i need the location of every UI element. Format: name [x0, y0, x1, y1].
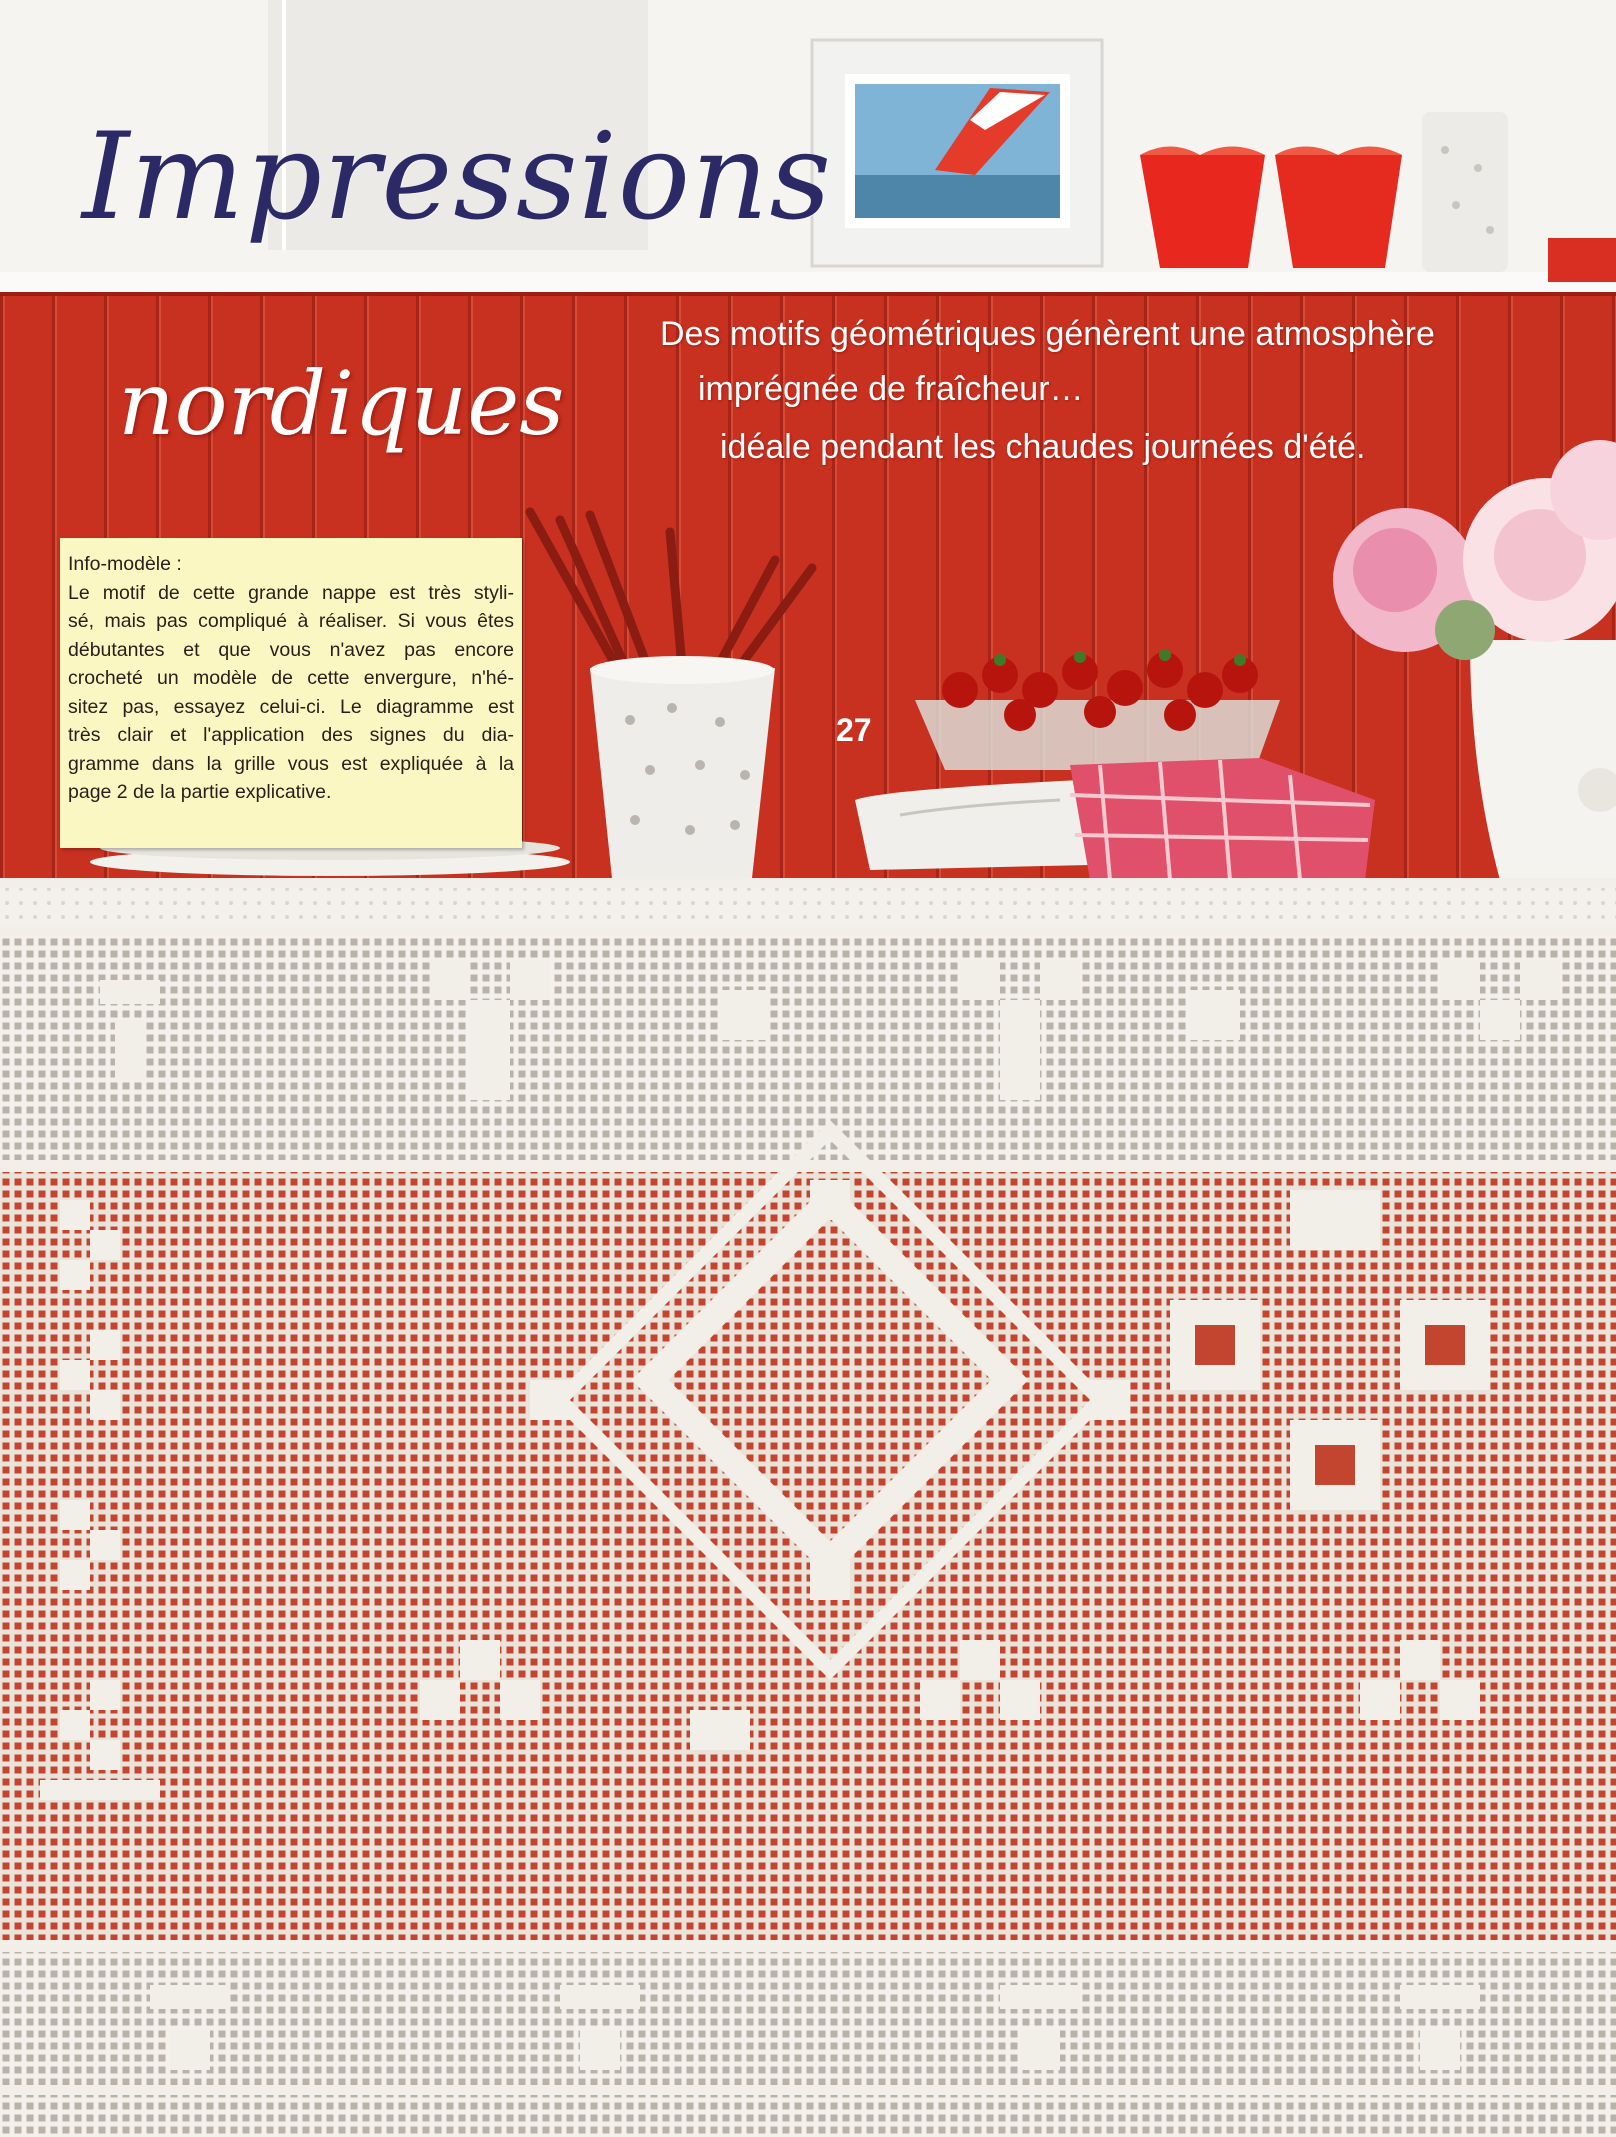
red-books	[1548, 238, 1616, 282]
info-box-line: sitez pas, essayez celui-ci. Le diagramme est	[68, 695, 514, 718]
tagline-line-1: Des motifs géométriques génèrent une atmosphère	[660, 315, 1435, 353]
info-box-line: débutantes et que vous n'avez pas encore	[68, 638, 514, 661]
info-box-line: sé, mais pas compliqué à réaliser. Si vous êtes	[68, 610, 514, 632]
info-box-line: Le motif de cette grande nappe est très styli-	[68, 581, 514, 604]
serving-dish	[855, 780, 1090, 870]
info-box-line: page 2 de la partie explicative.	[68, 781, 332, 803]
tagline-line-2: imprégnée de fraîcheur…	[698, 370, 1084, 408]
white-lantern	[1422, 112, 1508, 272]
title-impressions: Impressions	[82, 108, 833, 247]
info-box-line: crocheté un modèle de cette envergure, n'hé-	[68, 667, 514, 689]
info-box	[60, 538, 522, 848]
tagline-line-3: idéale pendant les chaudes journées d'été.	[720, 428, 1366, 466]
shelf	[0, 272, 1616, 294]
info-box-line: très clair et l'application des signes du dia-	[68, 724, 514, 746]
framed-picture	[812, 40, 1102, 266]
title-nordiques: nordiques	[118, 352, 565, 455]
lace-grey-band	[0, 936, 1616, 1170]
pattern-number: 27	[836, 712, 872, 748]
info-box-title: Info-modèle :	[68, 553, 182, 575]
info-box-line: gramme dans la grille vous est expliquée à la	[68, 752, 514, 775]
lace-bottom-band	[0, 1945, 1616, 2137]
lace-red-body	[0, 1170, 1616, 1945]
crochet-tablecloth	[0, 878, 1616, 2137]
